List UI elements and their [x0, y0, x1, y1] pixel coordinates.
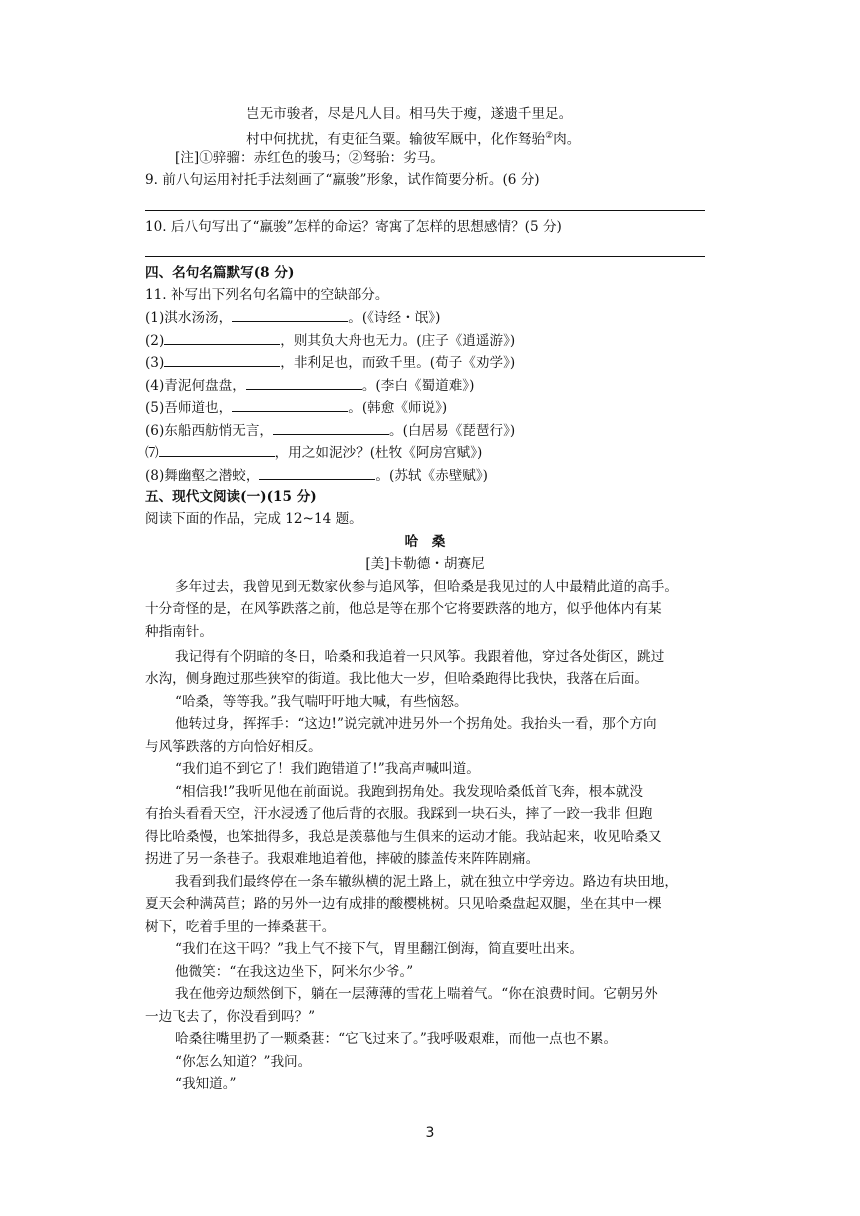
article-line: 夏天会种满莴苣；路的另外一边有成排的酸樱桃树。只见哈桑盘起双腿，坐在其中一棵 — [145, 896, 662, 912]
section-4-heading: 四、名句名篇默写(8 分) — [145, 265, 295, 281]
article-line: 多年过去，我曾见到无数家伙参与追风筝，但哈桑是我见过的人中最精此道的高手。 — [175, 579, 678, 595]
fill-item-3: (3) ，非利足也，而致千里。(荀子《劝学》) — [145, 352, 515, 373]
article-line: 哈桑往嘴里扔了一颗桑葚：“它飞过来了。”我呼吸艰难，而他一点也不累。 — [175, 1031, 618, 1047]
article-title: 哈 桑 — [404, 534, 446, 550]
article-line: “我们追不到它了！我们跑错道了!”我高声喊叫道。 — [175, 761, 480, 777]
article-line: 树下，吃着手里的一捧桑葚干。 — [145, 919, 336, 935]
blank — [159, 442, 275, 457]
page-number: 3 — [425, 1125, 435, 1141]
article-line: “相信我!”我听见他在前面说。我跑到拐角处。我发现哈桑低首飞奔，根本就没 — [175, 784, 643, 800]
article-line: 有抬头看看天空，汗水浸透了他后背的衣服。我踩到一块石头，摔了一跤一我非 但跑 — [145, 806, 653, 822]
article-author: [美]卡勒德・胡赛尼 — [365, 556, 485, 572]
reading-instruction: 阅读下面的作品，完成 12~14 题。 — [145, 511, 363, 527]
question-9: 9. 前八句运用衬托手法刻画了“羸骏”形象，试作简要分析。(6 分) — [145, 172, 540, 188]
question-10: 10. 后八句写出了“羸骏”怎样的命运？寄寓了怎样的思想感情？(5 分) — [145, 219, 562, 235]
blank — [164, 352, 280, 367]
fill-item-5: (5)吾师道也， 。(韩愈《师说》) — [145, 397, 447, 418]
fill-item-8: (8)舞幽壑之潜蛟， 。(苏轼《赤壁赋》) — [145, 465, 488, 486]
question-11: 11. 补写出下列名句名篇中的空缺部分。 — [145, 287, 389, 303]
fill-item-7: ⑺ ，用之如泥沙？(杜牧《阿房宫赋》) — [145, 442, 482, 463]
article-line: 我在他旁边颓然倒下，躺在一层薄薄的雪花上喘着气。“你在浪费时间。它朝另外 — [175, 986, 658, 1002]
blank — [232, 307, 348, 322]
article-line: 拐进了另一条巷子。我艰难地追着他，摔破的膝盖传来阵阵剧痛。 — [145, 851, 540, 867]
fill-item-4: (4)青泥何盘盘， 。(李白《蜀道难》) — [145, 375, 474, 396]
blank — [164, 330, 280, 345]
article-line: “我们在这干吗？”我上气不接下气，胃里翻江倒海，简直要吐出来。 — [175, 941, 584, 957]
article-line: 我看到我们最终停在一条车辙纵横的泥土路上，就在独立中学旁边。路边有块田地， — [175, 874, 678, 890]
article-line: 他微笑：“在我这边坐下，阿米尔少爷。” — [175, 964, 414, 980]
blank — [259, 465, 375, 480]
poem-line-1: 岂无市骏者，尽是凡人目。相马失于瘦，遂遗千里足。 — [246, 106, 573, 122]
article-line: “我知道。” — [175, 1076, 237, 1092]
fill-item-6: (6)东船西舫悄无言， 。(白居易《琵琶行》) — [145, 420, 515, 441]
article-line: 一边飞去了，你没看到吗？” — [145, 1009, 316, 1025]
answer-line-10 — [145, 256, 705, 257]
blank — [246, 375, 362, 390]
article-line: 十分奇怪的是，在风筝跌落之前，他总是等在那个它将要跌落的地方，似乎他体内有某 — [145, 601, 662, 617]
poem-line-2: 村中何扰扰，有吏征刍粟。输彼军厩中，化作驽骀②肉。 — [246, 131, 581, 148]
article-line: 我记得有个阴暗的冬日，哈桑和我追着一只风筝。我跟着他，穿过各处街区，跳过 — [175, 649, 665, 665]
article-line: “你怎么知道？”我问。 — [175, 1054, 312, 1070]
poem-note: [注]①骍骝：赤红色的骏马；②驽骀：劣马。 — [175, 150, 444, 166]
article-line: “哈桑，等等我。”我气喘吁吁地大喊，有些恼怒。 — [175, 694, 468, 710]
article-line: 与风筝跌落的方向恰好相反。 — [145, 739, 322, 755]
section-5-heading: 五、现代文阅读(一)(15 分) — [145, 489, 317, 505]
answer-line-9 — [145, 210, 705, 211]
footnote-marker: ② — [545, 131, 554, 141]
article-line: 他转过身，挥挥手：“这边!”说完就冲进另外一个拐角处。我抬头一看，那个方向 — [175, 716, 657, 732]
blank — [273, 420, 389, 435]
blank — [232, 397, 348, 412]
fill-item-2: (2) ，则其负大舟也无力。(庄子《逍遥游》) — [145, 330, 515, 351]
article-line: 种指南针。 — [145, 624, 213, 640]
article-line: 水沟，侧身跑过那些狭窄的街道。我比他大一岁，但哈桑跑得比我快，我落在后面。 — [145, 671, 648, 687]
article-line: 得比哈桑慢，也笨拙得多，我总是羡慕他与生俱来的运动才能。我站起来，收见哈桑又 — [145, 829, 662, 845]
fill-item-1: (1)淇水汤汤， 。(《诗经・氓》) — [145, 307, 440, 328]
